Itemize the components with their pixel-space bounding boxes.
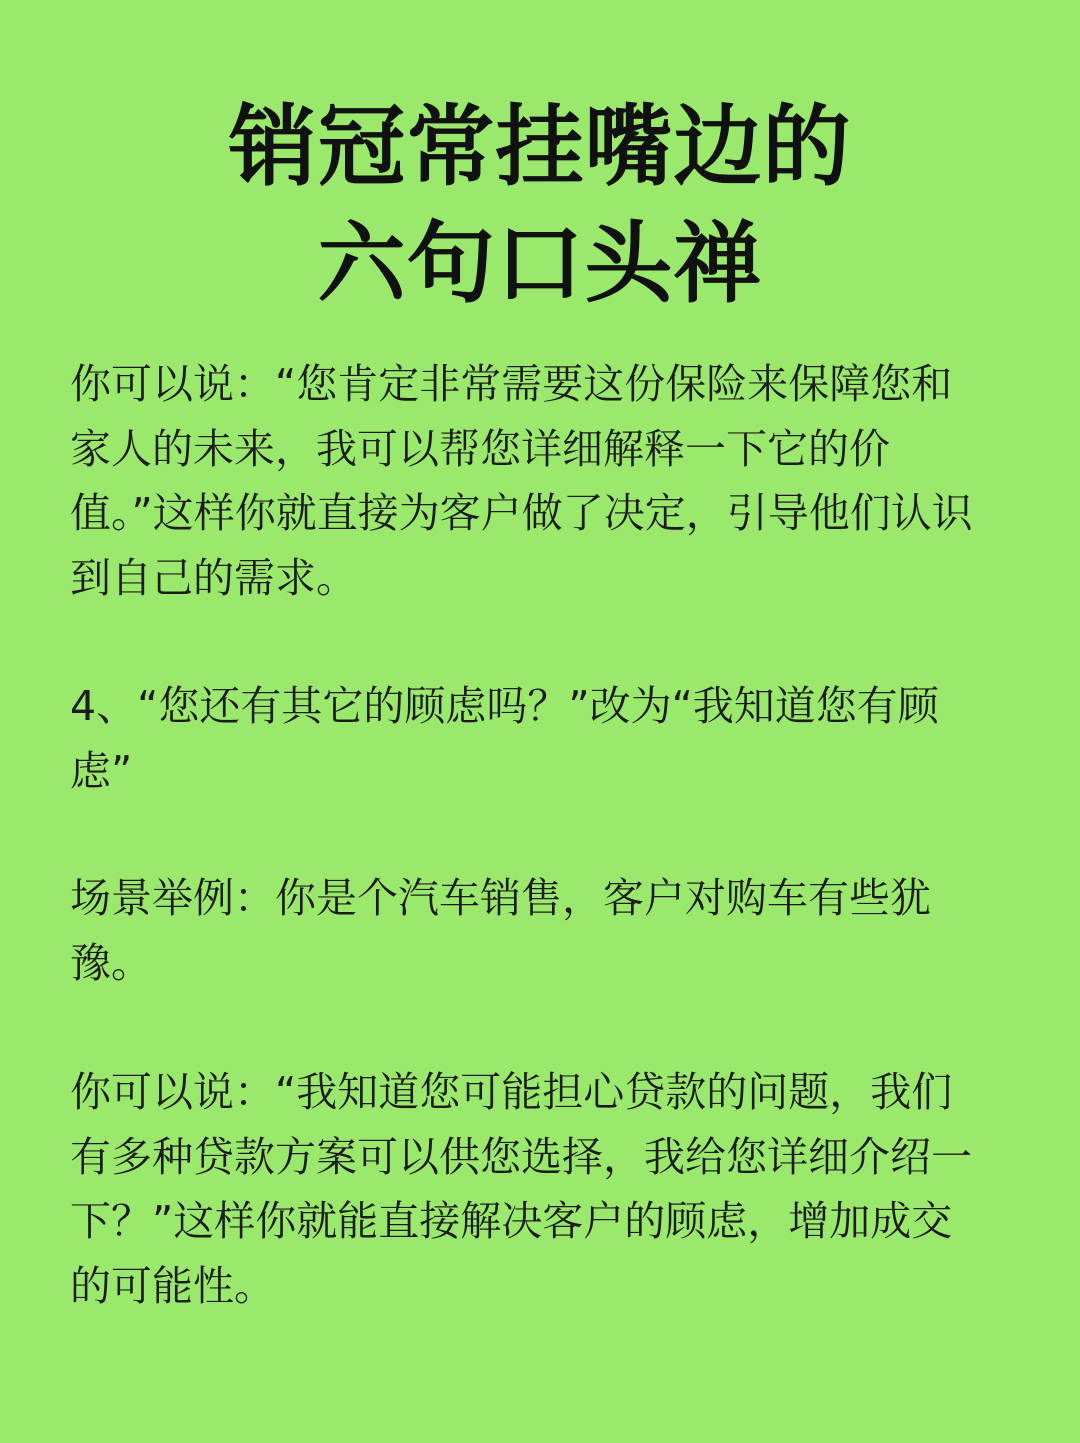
paragraph-example-car-loan: 你可以说：“我知道您可能担心贷款的问题，我们有多种贷款方案可以供您选择，我给您详细介绍一下？”这样你就能直接解决客户的顾虑，增加成交的可能性。 <box>70 1068 972 1310</box>
title-line-2: 六句口头禅 <box>317 212 763 315</box>
page-title <box>0 88 1080 322</box>
paragraph-example-insurance: 你可以说：“您肯定非常需要这份保险来保障您和家人的未来，我可以帮您详细解释一下它的价值。”这样你就直接为客户做了决定，引导他们认识到自己的需求。 <box>70 360 973 602</box>
paragraph-tip-4: 4、“您还有其它的顾虑吗？”改为“我知道您有顾虑” <box>70 682 939 795</box>
paragraph-scenario: 场景举例：你是个汽车销售，客户对购车有些犹豫。 <box>70 874 931 987</box>
title-line-1: 销冠常挂嘴边的 <box>228 95 852 198</box>
